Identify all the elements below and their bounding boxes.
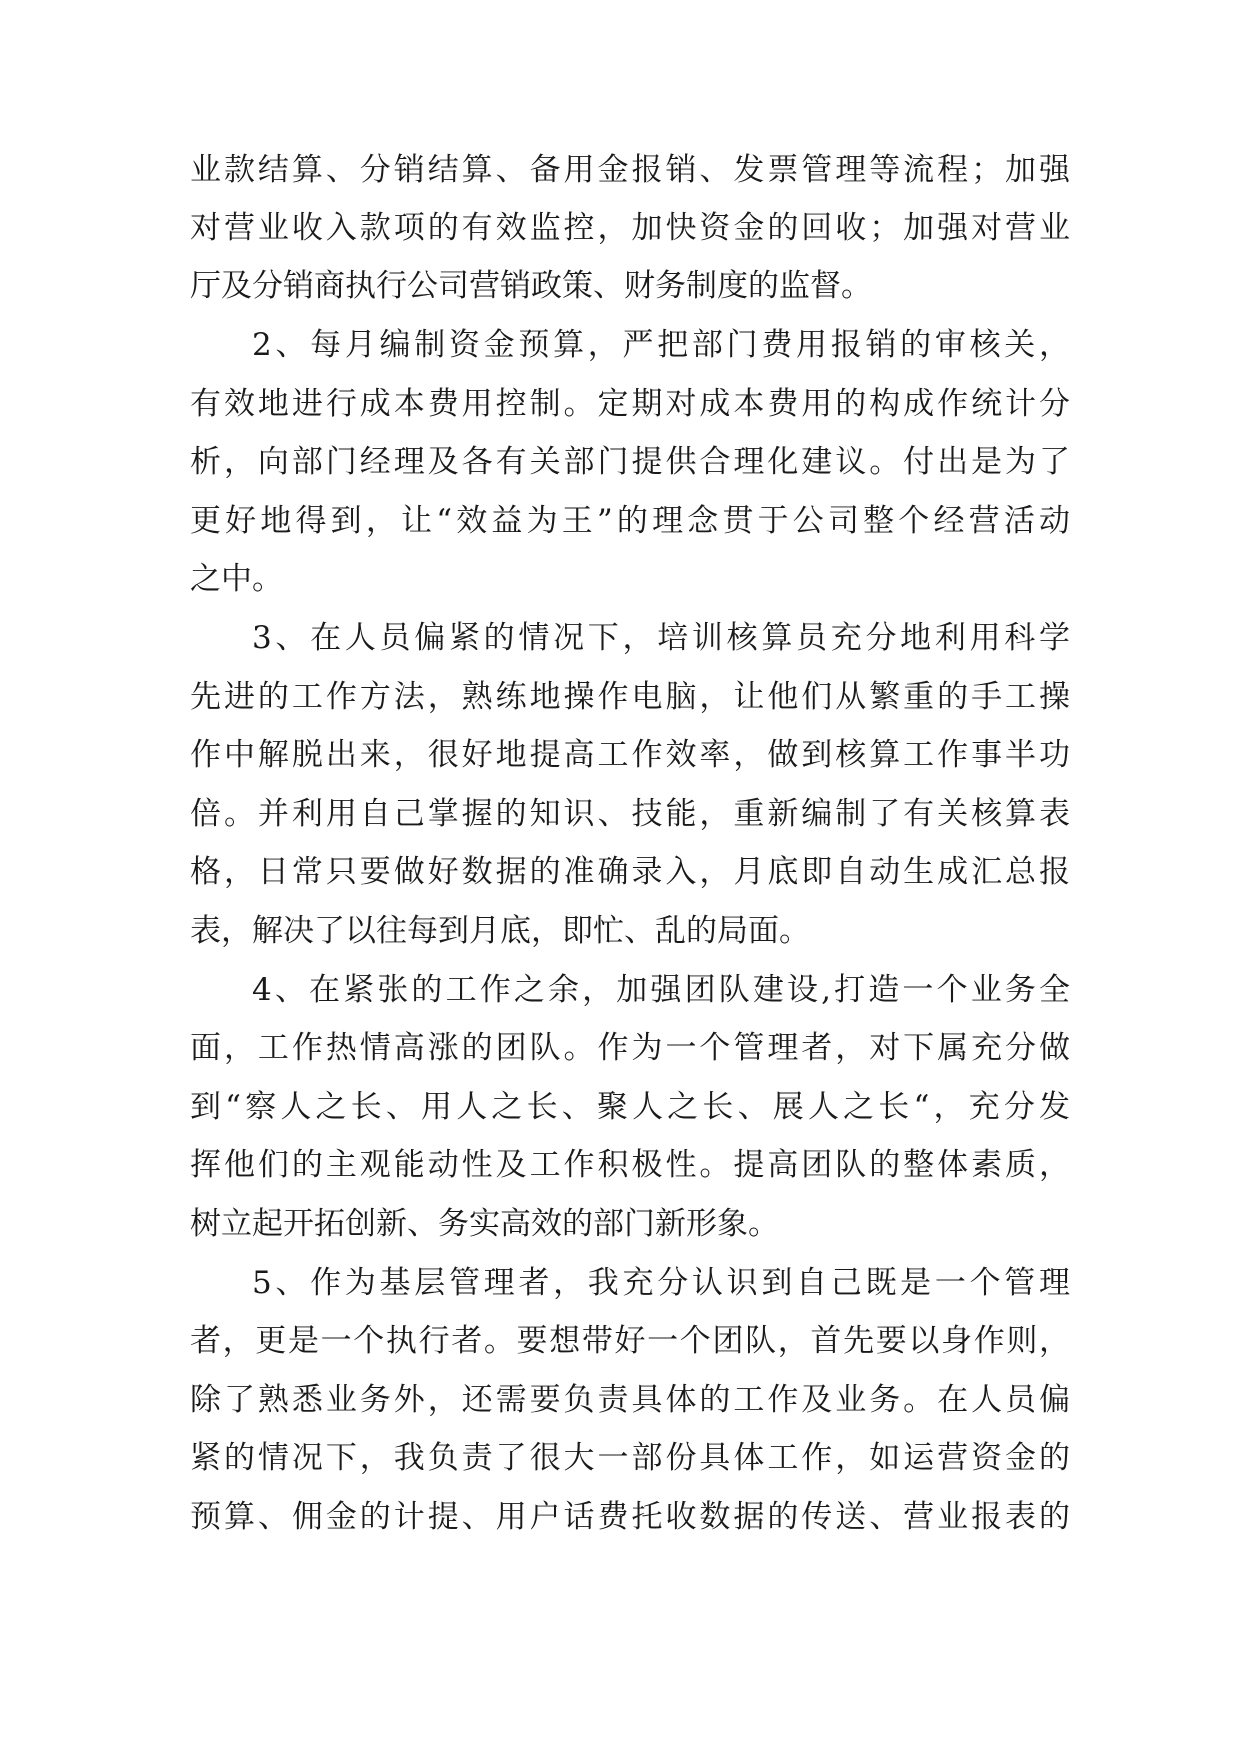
text-line: 树立起开拓创新、务实高效的部门新形象。 <box>190 1206 779 1242</box>
text-line: 表，解决了以往每到月底，即忙、乱的局面。 <box>190 913 810 949</box>
text-line: 预算、佣金的计提、用户话费托收数据的传送、营业报表的 <box>190 1499 1070 1535</box>
text-line: 除了熟悉业务外，还需要负责具体的工作及业务。在人员偏 <box>190 1382 1070 1418</box>
text-line: 业款结算、分销结算、备用金报销、发票管理等流程；加强 <box>190 152 1070 188</box>
text-line: 倍。并利用自己掌握的知识、技能，重新编制了有关核算表 <box>190 796 1070 832</box>
text-line: 之中。 <box>190 561 283 597</box>
text-line: 更好地得到，让“效益为王”的理念贯于公司整个经营活动 <box>190 503 1070 539</box>
text-line: 厅及分销商执行公司营销政策、财务制度的监督。 <box>190 268 872 304</box>
text-line: 者，更是一个执行者。要想带好一个团队，首先要以身作则， <box>190 1323 1070 1359</box>
paragraph-4-first-line: 4、在紧张的工作之余，加强团队建设,打造一个业务全 <box>252 972 1070 1008</box>
text-line: 格，日常只要做好数据的准确录入，月底即自动生成汇总报 <box>190 854 1070 890</box>
paragraph-3-first-line: 3、在人员偏紧的情况下，培训核算员充分地利用科学 <box>252 620 1070 656</box>
text-line: 先进的工作方法，熟练地操作电脑，让他们从繁重的手工操 <box>190 679 1070 715</box>
text-line: 对营业收入款项的有效监控，加快资金的回收；加强对营业 <box>190 210 1070 246</box>
text-line: 挥他们的主观能动性及工作积极性。提高团队的整体素质， <box>190 1147 1070 1183</box>
paragraph-2-first-line: 2、每月编制资金预算，严把部门费用报销的审核关， <box>252 327 1070 363</box>
text-line: 面，工作热情高涨的团队。作为一个管理者，对下属充分做 <box>190 1030 1070 1066</box>
paragraph-5-first-line: 5、作为基层管理者，我充分认识到自己既是一个管理 <box>252 1265 1070 1301</box>
text-line: 作中解脱出来，很好地提高工作效率，做到核算工作事半功 <box>190 737 1070 773</box>
text-line: 析，向部门经理及各有关部门提供合理化建议。付出是为了 <box>190 444 1070 480</box>
text-line: 紧的情况下，我负责了很大一部份具体工作，如运营资金的 <box>190 1440 1070 1476</box>
text-line: 到“察人之长、用人之长、聚人之长、展人之长“，充分发 <box>190 1089 1070 1125</box>
text-line: 有效地进行成本费用控制。定期对成本费用的构成作统计分 <box>190 386 1070 422</box>
